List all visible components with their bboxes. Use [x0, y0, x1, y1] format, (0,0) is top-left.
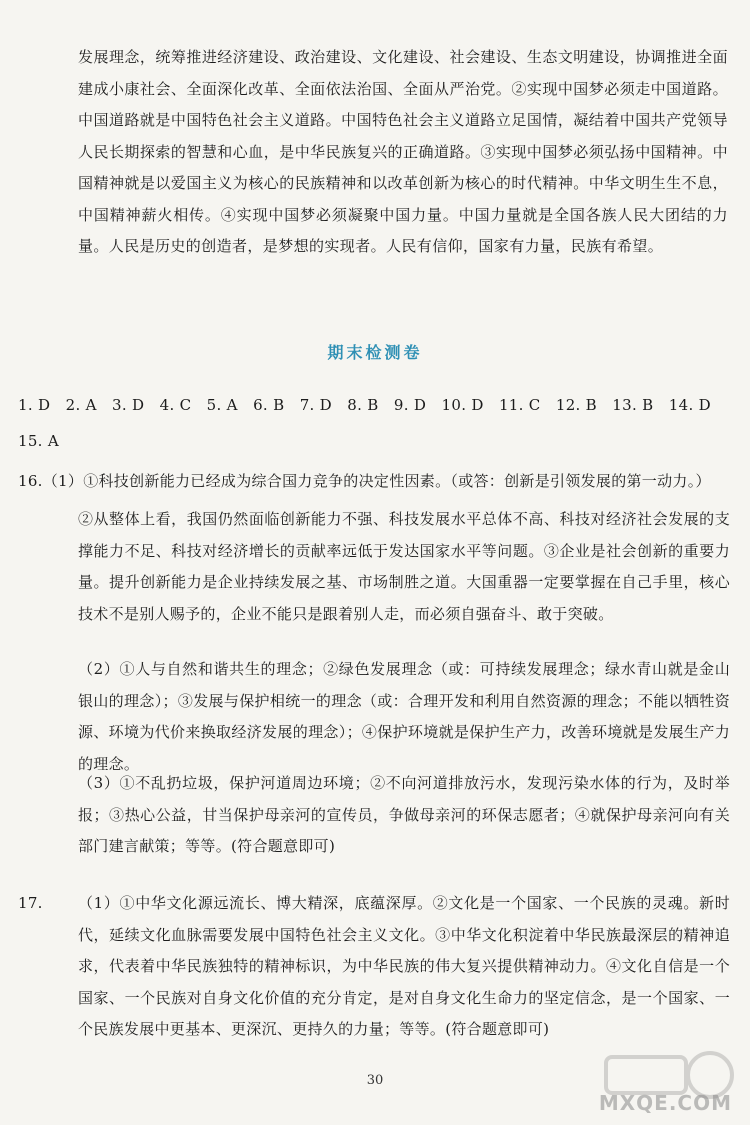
- q16-part1-body: ②从整体上看，我国仍然面临创新能力不强、科技发展水平总体不高、科技对经济社会发展的支撑能力不足、科技对经济增长的贡献率远低于发达国家水平等问题。③企业是社会创新的重要力量。提升创新能力是企业持续发展之基、市场制胜之道。大国重器一定要掌握在自己手里，核心技术不是别人赐予的，企业不能只是跟着别人走，而必须自强奋斗、敢于突破。: [78, 510, 730, 623]
- intro-paragraph: 发展理念，统筹推进经济建设、政治建设、文化建设、社会建设、生态文明建设，协调推进全面建成小康社会、全面深化改革、全面依法治国、全面从严治党。②实现中国梦必须走中国道路。中国道路就是中国特色社会主义道路。中国特色社会主义道路立足国情，凝结着中国共产党领导人民长期探索的智慧和心血，是中华民族复兴的正确道路。③实现中国梦必须弘扬中国精神。中国精神就是以爱国主义为核心的民族精神和以改革创新为核心的时代精神。中华文明生生不息，中国精神薪火相传。④实现中国梦必须凝聚中国力量。中国力量就是全国各族人民大团结的力量。人民是历史的创造者，是梦想的实现者。人民有信仰，国家有力量，民族有希望。: [78, 48, 728, 255]
- page-number: 30: [366, 1073, 384, 1088]
- answers-line-1: 1. D 2. A 3. D 4. C 5. A 6. B 7. D 8. B 9. D 10. D 11. C 12. B 13. B 14. D: [18, 396, 711, 414]
- watermark-text: MXQE.COM: [598, 1091, 732, 1115]
- section-title: 期末检测卷: [327, 343, 423, 362]
- q17-label: 17.: [18, 894, 43, 912]
- q16-part1-first-line: 16.（1）①科技创新能力已经成为综合国力竞争的决定性因素。（或答：创新是引领发展的第一动力。）: [18, 472, 711, 490]
- q17-part1: （1）①中华文化源远流长、博大精深，底蕴深厚。②文化是一个国家、一个民族的灵魂。新时代，延续文化血脉需要发展中国特色社会主义文化。③中华文化积淀着中华民族最深层的精神追求，代表着中华民族独特的精神标识，为中华民族的伟大复兴提供精神动力。④文化自信是一个国家、一个民族对自身文化价值的充分肯定，是对自身文化生命力的坚定信念，是一个国家、一个民族发展中更基本、更深沉、更持久的力量；等等。(符合题意即可): [78, 894, 730, 1038]
- q16-part2: （2）①人与自然和谐共生的理念；②绿色发展理念（或：可持续发展理念；绿水青山就是金山银山的理念）；③发展与保护相统一的理念（或：合理开发和利用自然资源的理念；不能以牺牲资源、环境为代价来换取经济发展的理念）；④保护环境就是保护生产力，改善环境就是发展生产力的理念。: [78, 660, 730, 773]
- answers-line-2: 15. A: [18, 432, 59, 450]
- q16-part3: （3）①不乱扔垃圾，保护河道周边环境；②不向河道排放污水，发现污染水体的行为，及时举报；③热心公益，甘当保护母亲河的宣传员，争做母亲河的环保志愿者；④就保护母亲河向有关部门建言献策；等等。(符合题意即可): [78, 774, 730, 855]
